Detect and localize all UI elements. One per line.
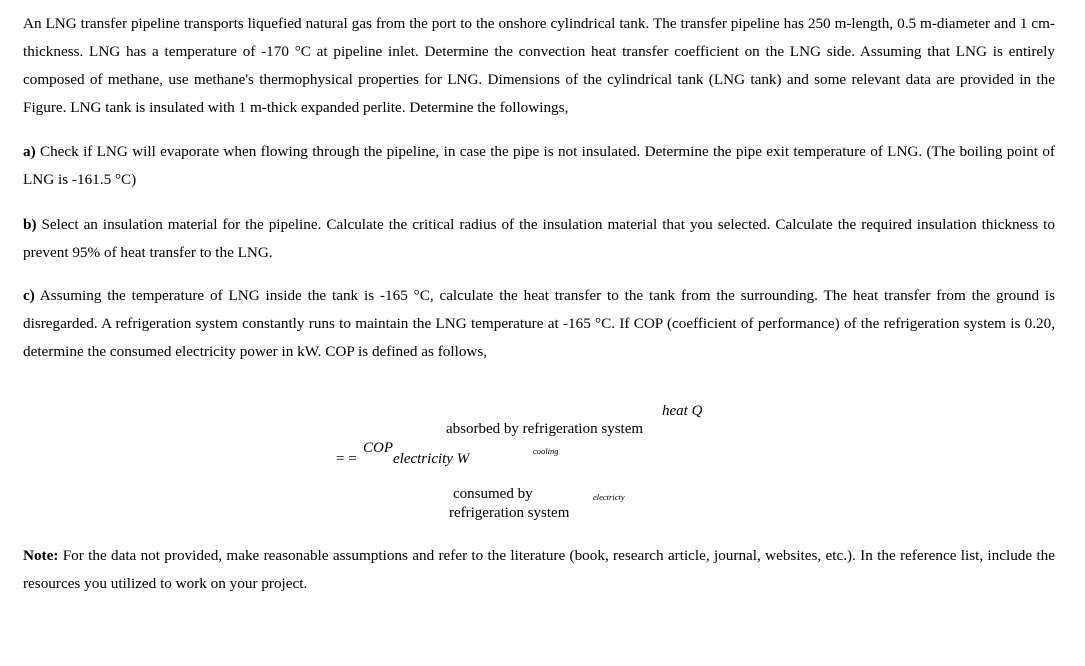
equation-absorbed: absorbed by refrigeration system bbox=[446, 421, 644, 437]
part-c-paragraph bbox=[23, 282, 1055, 366]
equation-electricty-subscript: electricty bbox=[593, 492, 625, 502]
note-paragraph bbox=[23, 542, 1055, 598]
part-c-label: c) bbox=[23, 287, 35, 304]
intro-paragraph: An LNG transfer pipeline transports liquefied natural gas from the port to the onshore cylindrical tank. The transfer pipeline has 250 m-length, 0.5 m-diameter and 1 cm-thickness. LNG has a temperature of -170 °C at pipeline inlet. Determine the convection heat transfer coefficient on the LNG side. Assuming that LNG is entirely composed of methane, use methane's thermophysical properties for LNG. Dimensions of the cylindrical tank (LNG tank) and some relevant data are provided in the Figure. LNG tank is insulated with 1 m-thick expanded perlite. Determine the followings, bbox=[23, 15, 1055, 116]
part-c-text: Assuming the temperature of LNG inside the tank is -165 °C, calculate the heat transfer to the tank from the surrounding. The heat transfer from the ground is disregarded. A refrigeration system constantly runs to maintain the LNG temperature at -165 °C. If COP (coefficient of performance) of the refrigeration system is 0.20, determine the consumed electricity power in kW. COP is defined as follows, bbox=[23, 287, 1055, 360]
equation-heat-q: heat Q bbox=[662, 403, 703, 419]
part-a-text: Check if LNG will evaporate when flowing through the pipeline, in case the pipe is not insulated. Determine the pipe exit temperature of LNG. (The boiling point of LNG is -161.5 °C) bbox=[23, 143, 1055, 188]
part-a-label: a) bbox=[23, 143, 36, 160]
note-text: For the data not provided, make reasonable assumptions and refer to the literature (book, research article, journal, websites, etc.). In the reference list, include the resources you utilized to work on your project. bbox=[23, 547, 1055, 592]
equation-consumed-by: consumed by bbox=[453, 486, 533, 502]
equation-cooling-subscript: cooling bbox=[533, 446, 559, 456]
part-a-paragraph bbox=[23, 138, 1055, 194]
part-b-label: b) bbox=[23, 216, 37, 233]
equation-electricity-w: electricity W bbox=[393, 451, 470, 467]
note-label: Note: bbox=[23, 547, 59, 564]
equation-refrigeration-system: refrigeration system bbox=[449, 505, 570, 521]
equation-cop: COP bbox=[363, 440, 393, 456]
equation-equals: = = bbox=[336, 451, 357, 467]
part-b-paragraph bbox=[23, 211, 1055, 267]
part-b-text: Select an insulation material for the pipeline. Calculate the critical radius of the insulation material that you selected. Calculate the required insulation thickness to prevent 95% of heat transfer to the LNG. bbox=[23, 216, 1055, 261]
